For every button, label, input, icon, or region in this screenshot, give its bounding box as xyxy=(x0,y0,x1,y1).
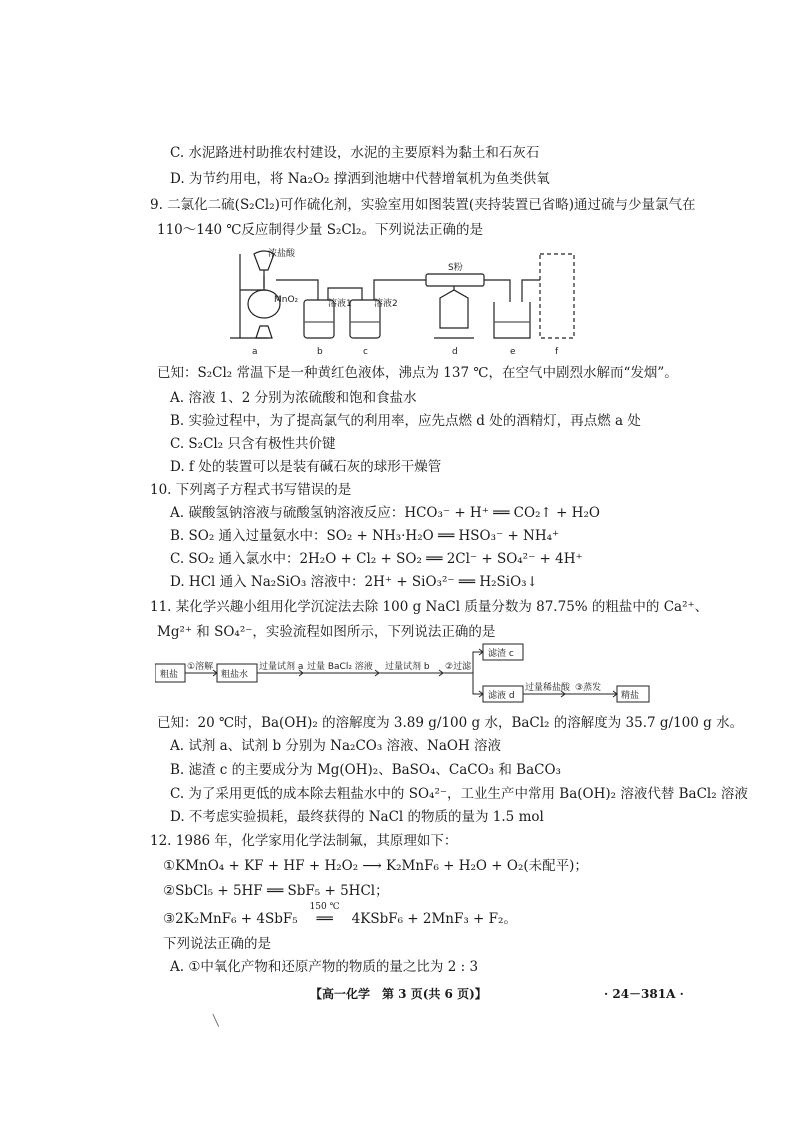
label-d: d xyxy=(452,347,458,357)
flow-crude-water: 粗盐水 xyxy=(221,670,249,680)
q8-option-d: D. 为节约用电，将 Na₂O₂ 撑洒到池塘中代替增氧机为鱼类供氧 xyxy=(170,171,550,187)
flow-step3: ③蒸发 xyxy=(575,683,602,693)
q12-ask: 下列说法正确的是 xyxy=(163,936,271,952)
flow-reagent-a: 过量试剂 a xyxy=(259,662,304,672)
q11-known: 已知：20 ℃时，Ba(OH)₂ 的溶解度为 3.89 g/100 g 水，BaCl₂ 的溶解度为 35.7 g/100 g 水。 xyxy=(157,715,744,731)
label-conc-hcl: 浓盐酸 xyxy=(268,249,296,259)
flow-dilute-hcl: 过量稀盐酸 xyxy=(525,683,571,693)
label-solution2: 溶液2 xyxy=(374,299,398,309)
label-f: f xyxy=(555,347,559,357)
q11-stem-line2: Mg²⁺ 和 SO₄²⁻，实验流程如图所示，下列说法正确的是 xyxy=(157,624,496,640)
q9-stem-line2: 110～140 ℃反应制得少量 S₂Cl₂。下列说法正确的是 xyxy=(157,222,483,238)
q9-option-a: A. 溶液 1、2 分别为浓硫酸和饱和食盐水 xyxy=(170,390,417,406)
label-e: e xyxy=(510,347,516,357)
footer-page-info: 【高一化学 第 3 页(共 6 页)】 xyxy=(310,987,487,1001)
label-mno2: MnO₂ xyxy=(274,295,299,305)
footer-code: · 24－381A · xyxy=(604,987,684,1001)
flow-crude-salt: 粗盐 xyxy=(160,670,179,680)
alcohol-lamp xyxy=(256,326,272,338)
q10-option-a: A. 碳酸氢钠溶液与硫酸氢钠溶液反应：HCO₃⁻ + H⁺ ══ CO₂↑ + H₂O xyxy=(170,505,600,521)
q12-reaction3-left: ③2K₂MnF₆ + 4SbF₅ xyxy=(163,911,298,927)
q10-option-d: D. HCl 通入 Na₂SiO₃ 溶液中：2H⁺ + SiO₃²⁻ ══ H₂SiO₃↓ xyxy=(170,574,538,590)
flow-filtrate-d: 滤液 d xyxy=(488,691,515,701)
q12-reaction3-condition: 150 ℃ xyxy=(309,902,340,912)
q9-option-d: D. f 处的装置可以是装有碱石灰的球形干燥管 xyxy=(170,459,442,475)
q10-stem: 10. 下列离子方程式书写错误的是 xyxy=(150,482,352,498)
flow-reagent-b: 过量试剂 b xyxy=(385,662,430,672)
scan-mark xyxy=(212,1011,224,1027)
flow-refined-salt: 精盐 xyxy=(621,691,640,701)
flow-bacl2: 过量 BaCl₂ 溶液 xyxy=(307,662,373,672)
flow-step1: ①溶解 xyxy=(187,662,214,672)
beaker-e xyxy=(494,302,530,338)
q11-option-b: B. 滤渣 c 的主要成分为 Mg(OH)₂、BaSO₄、CaCO₃ 和 BaCO₃ xyxy=(170,762,561,778)
q12-reaction1: ①KMnO₄ + KF + HF + H₂O₂ ⟶ K₂MnF₆ + H₂O + O₂(未配平)； xyxy=(163,858,588,874)
apparatus-svg xyxy=(222,240,590,360)
q9-option-c: C. S₂Cl₂ 只含有极性共价键 xyxy=(170,436,336,452)
flow-chart xyxy=(155,642,650,708)
q12-reaction3-arrow: 150 ℃ ══ xyxy=(300,910,350,928)
q10-option-c: C. SO₂ 通入氯水中：2H₂O + Cl₂ + SO₂ ══ 2Cl⁻ + SO₄²⁻ + 4H⁺ xyxy=(170,551,583,567)
label-solution1: 溶液1 xyxy=(328,299,352,309)
label-a: a xyxy=(252,347,258,357)
q12-stem: 12. 1986 年，化学家用化学法制氟，其原理如下： xyxy=(150,833,458,849)
distillation-flask-d xyxy=(440,290,468,328)
q11-option-d: D. 不考虑实验损耗，最终获得的 NaCl 的物质的量为 1.5 mol xyxy=(170,809,544,825)
reaction-tube-d xyxy=(426,274,484,286)
q11-option-c: C. 为了采用更低的成本除去粗盐水中的 SO₄²⁻，工业生产中常用 Ba(OH)₂ 溶液代替 BaCl₂ 溶液 xyxy=(170,786,748,802)
q12-option-a: A. ①中氧化产物和还原产物的物质的量之比为 2 : 3 xyxy=(170,959,479,975)
dashed-box-f xyxy=(540,254,574,338)
q10-option-b: B. SO₂ 通入过量氨水中：SO₂ + NH₃·H₂O ══ HSO₃⁻ + NH₄⁺ xyxy=(170,528,560,544)
q9-known: 已知：S₂Cl₂ 常温下是一种黄红色液体，沸点为 137 ℃，在空气中剧烈水解而“发烟”。 xyxy=(157,365,678,381)
q9-stem-line1: 9. 二氯化二硫(S₂Cl₂)可作硫化剂，实验室用如图装置(夹持装置已省略)通过硫与少量氯气在 xyxy=(150,197,696,213)
flow-svg xyxy=(155,642,650,708)
q12-reaction3-right: 4KSbF₆ + 2MnF₃ + F₂。 xyxy=(351,911,517,927)
flow-step2: ②过滤 xyxy=(445,662,472,672)
label-b: b xyxy=(317,347,323,357)
q11-option-a: A. 试剂 a、试剂 b 分别为 Na₂CO₃ 溶液、NaOH 溶液 xyxy=(170,738,502,754)
apparatus-diagram xyxy=(222,240,590,360)
flow-residue-c: 滤渣 c xyxy=(488,649,514,659)
q9-option-b: B. 实验过程中，为了提高氯气的利用率，应先点燃 d 处的酒精灯，再点燃 a 处 xyxy=(170,413,641,429)
q12-reaction2: ②SbCl₅ + 5HF ══ SbF₅ + 5HCl； xyxy=(163,883,389,899)
label-c: c xyxy=(363,347,368,357)
q12-reaction3 xyxy=(163,902,517,928)
q8-option-c: C. 水泥路进村助推农村建设，水泥的主要原料为黏土和石灰石 xyxy=(170,145,540,161)
q11-stem-line1: 11. 某化学兴趣小组用化学沉淀法去除 100 g NaCl 质量分数为 87.75% 的粗盐中的 Ca²⁺、 xyxy=(150,599,709,615)
label-s-powder: S粉 xyxy=(448,263,463,273)
